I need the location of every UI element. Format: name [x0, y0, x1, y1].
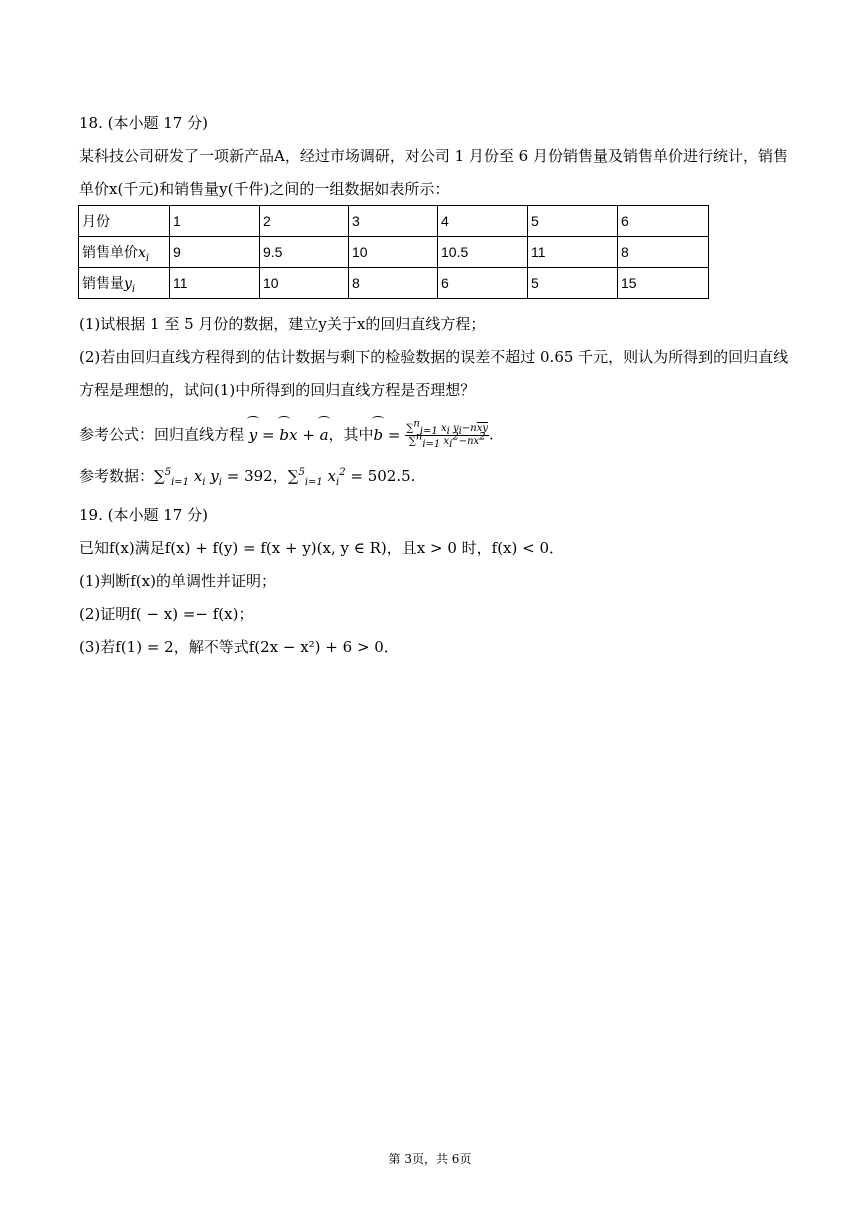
q18-intro-line-2: 单价x(千元)和销售量y(千件)之间的一组数据如表所示： [79, 180, 450, 198]
q19-part-3: (3)若f(1) = 2，解不等式f(2x − x²) + 6 > 0． [79, 638, 399, 656]
table-cell: 4 [438, 206, 528, 237]
table-cell: 8 [349, 268, 438, 299]
table-cell: 3 [349, 206, 438, 237]
table-cell: 10 [260, 268, 349, 299]
slope-formula: b = $\frac{\sum^n_{i=1} x_i y_i-n\overline{x}\overline{y}}{\sum^n_{i=1} x_i^2-n\overline{x}^2}$ [373, 418, 488, 450]
regression-equation: y = bx + a [248, 425, 329, 444]
q19-part-1: (1)判断f(x)的单调性并证明； [79, 572, 276, 590]
table-cell: 1 [170, 206, 260, 237]
table-row [79, 206, 709, 237]
table-row [79, 237, 709, 268]
table-cell: 10.5 [438, 237, 528, 268]
table-cell: 2 [260, 206, 349, 237]
q18-part-2-line-1: (2)若由回归直线方程得到的估计数据与剩下的检验数据的误差不超过 0.65 千元，则认为所得到的回归直线 [79, 348, 789, 366]
q18-header: 18. (本小题 17 分) [79, 114, 208, 132]
formula-prefix: 参考公式：回归直线方程 [79, 425, 245, 444]
table-row-label: 销售量$y_i$ [79, 268, 170, 299]
table-cell: 9.5 [260, 237, 349, 268]
q18-part-1: (1)试根据 1 至 5 月份的数据，建立y关于x的回归直线方程； [79, 315, 486, 333]
sales-data-table [78, 205, 709, 299]
table-cell: 6 [438, 268, 528, 299]
q19-part-2: (2)证明f( − x) =− f(x)； [79, 605, 254, 623]
sum-xy: ∑$^5_{i=1}$ $x_i$ $y_i = 392$ [154, 467, 273, 488]
table-cell: 8 [618, 237, 709, 268]
table-row [79, 268, 709, 299]
reference-formula: 参考公式：回归直线方程 y = bx + a，其中b = $\frac{\sum^n_{i=1} x_i y_i-n\overline{x}\overline{y}}{\sum^n_{i=1} x_i^2-n\overline{x}^2}$ . [79, 418, 494, 450]
q19-given: 已知f(x)满足f(x) + f(y) = f(x + y)(x, y ∈ R)，且x > 0 时，f(x) < 0． [79, 539, 565, 557]
table-row-label: 月份 [79, 206, 170, 237]
sum-x-squared: ∑$^5_{i=1}$ $x_i^2 = 502.5$ [287, 467, 411, 488]
table-cell: 11 [528, 237, 618, 268]
data-prefix: 参考数据： [79, 467, 155, 485]
q18-part-2-line-2: 方程是理想的，试问(1)中所得到的回归直线方程是否理想？ [79, 381, 476, 399]
table-cell: 11 [170, 268, 260, 299]
table-row-label: 销售单价$x_i$ [79, 237, 170, 268]
table-cell: 10 [349, 237, 438, 268]
table-cell: 15 [618, 268, 709, 299]
table-cell: 5 [528, 206, 618, 237]
page-footer: 第 3页，共 6页 [388, 1152, 472, 1166]
q19-header: 19. (本小题 17 分) [79, 506, 208, 524]
table-cell: 9 [170, 237, 260, 268]
table-cell: 5 [528, 268, 618, 299]
reference-data: 参考数据：∑$^5_{i=1}$ $x_i$ $y_i = 392$，∑$^5_{i=1}$ $x_i^2 = 502.5$. [79, 467, 416, 488]
table-cell: 6 [618, 206, 709, 237]
formula-mid: ，其中 [328, 425, 374, 444]
q18-intro-line-1: 某科技公司研发了一项新产品A，经过市场调研，对公司 1 月份至 6 月份销售量及销售单价进行统计，销售 [79, 147, 788, 165]
